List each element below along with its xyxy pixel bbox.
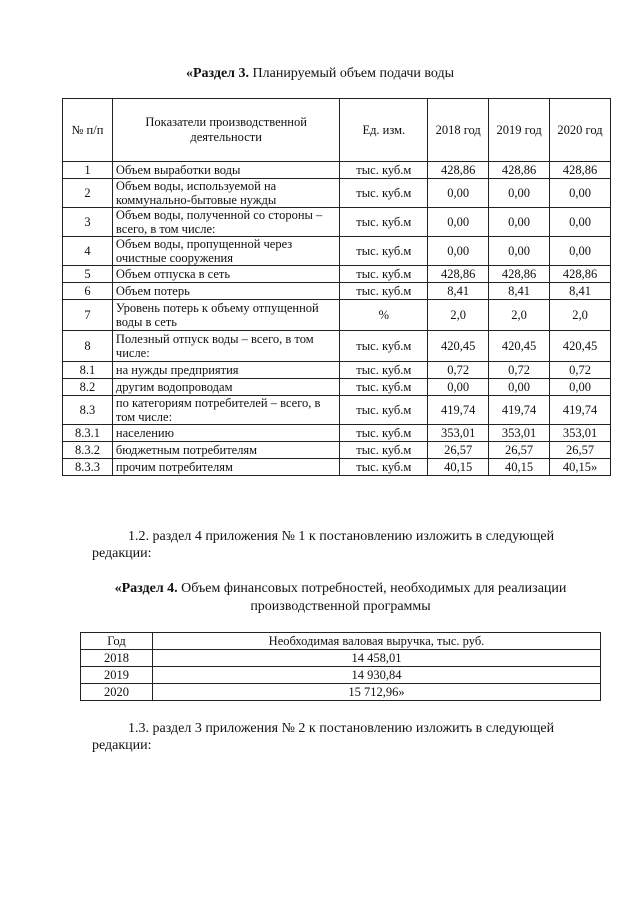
row-num: 8.3	[63, 396, 113, 425]
row-unit: тыс. куб.м	[340, 331, 428, 362]
table-row	[63, 300, 611, 331]
row-indicator: по категориям потребителей – всего, в том числе:	[112, 396, 340, 425]
row-value-2020: 0,00	[550, 379, 611, 396]
table-row	[63, 442, 611, 459]
section4-table	[80, 632, 601, 701]
table-row	[63, 362, 611, 379]
row-value-2018: 8,41	[428, 283, 489, 300]
row-num: 5	[63, 266, 113, 283]
section4-title	[80, 580, 601, 616]
row-num: 2	[63, 179, 113, 208]
row-value-2018: 40,15	[428, 459, 489, 476]
row-value-2020: 40,15»	[550, 459, 611, 476]
row-value-2019: 2,0	[489, 300, 550, 331]
row-value-2018: 26,57	[428, 442, 489, 459]
row-value-2018: 428,86	[428, 266, 489, 283]
row-value-2019: 419,74	[489, 396, 550, 425]
row-indicator: Объем отпуска в сеть	[112, 266, 340, 283]
row-indicator: Объем воды, полученной со стороны – всего, в том числе:	[112, 208, 340, 237]
row-indicator: бюджетным потребителям	[112, 442, 340, 459]
table-row	[63, 208, 611, 237]
row-num: 8	[63, 331, 113, 362]
row-value-2018: 0,00	[428, 237, 489, 266]
row-num: 7	[63, 300, 113, 331]
row-unit: %	[340, 300, 428, 331]
row-value-2018: 0,72	[428, 362, 489, 379]
table-row	[63, 162, 611, 179]
row-unit: тыс. куб.м	[340, 425, 428, 442]
row-value-2020: 428,86	[550, 162, 611, 179]
row-indicator: прочим потребителям	[112, 459, 340, 476]
row-num: 8.2	[63, 379, 113, 396]
row-value-2018: 0,00	[428, 179, 489, 208]
row-unit: тыс. куб.м	[340, 283, 428, 300]
row-indicator: другим водопроводам	[112, 379, 340, 396]
section3-title-text: Планируемый объем подачи воды	[249, 66, 455, 81]
row-num: 6	[63, 283, 113, 300]
table-row	[81, 650, 601, 667]
row-value-2019: 40,15	[489, 459, 550, 476]
row-unit: тыс. куб.м	[340, 379, 428, 396]
row-value-2019: 0,72	[489, 362, 550, 379]
row-num: 1	[63, 162, 113, 179]
row-num: 4	[63, 237, 113, 266]
row-value-2019: 420,45	[489, 331, 550, 362]
row-value-2020: 0,72	[550, 362, 611, 379]
row-indicator: Объем выработки воды	[112, 162, 340, 179]
row-unit: тыс. куб.м	[340, 442, 428, 459]
header-year: Год	[81, 633, 153, 650]
row-unit: тыс. куб.м	[340, 266, 428, 283]
table-row	[63, 396, 611, 425]
row-indicator: на нужды предприятия	[112, 362, 340, 379]
row-unit: тыс. куб.м	[340, 208, 428, 237]
table-row	[81, 684, 601, 701]
row-indicator: Объем потерь	[112, 283, 340, 300]
row-value-2019: 353,01	[489, 425, 550, 442]
header-2019: 2019 год	[489, 99, 550, 162]
section4-title-text: Объем финансовых потребностей, необходимых для реализации производственной программы	[177, 581, 567, 614]
table-row	[63, 179, 611, 208]
row-value-2018: 2,0	[428, 300, 489, 331]
row-value-2019: 0,00	[489, 179, 550, 208]
paragraph-1-3: 1.3. раздел 3 приложения № 2 к постановлению изложить в следующей редакции:	[92, 721, 555, 753]
row-value-2018: 428,86	[428, 162, 489, 179]
row-value-2018: 419,74	[428, 396, 489, 425]
row-indicator: Уровень потерь к объему отпущенной воды в сеть	[112, 300, 340, 331]
row-unit: тыс. куб.м	[340, 237, 428, 266]
row-year: 2020	[81, 684, 153, 701]
row-value-2020: 353,01	[550, 425, 611, 442]
table-row	[63, 459, 611, 476]
row-unit: тыс. куб.м	[340, 459, 428, 476]
row-year: 2018	[81, 650, 153, 667]
row-year: 2019	[81, 667, 153, 684]
row-indicator: Объем воды, используемой на коммунально-бытовые нужды	[112, 179, 340, 208]
row-revenue: 14 930,84	[153, 667, 601, 684]
table-row	[63, 331, 611, 362]
row-num: 8.1	[63, 362, 113, 379]
row-num: 8.3.3	[63, 459, 113, 476]
header-2018: 2018 год	[428, 99, 489, 162]
row-revenue: 14 458,01	[153, 650, 601, 667]
table-row	[63, 283, 611, 300]
row-value-2019: 26,57	[489, 442, 550, 459]
row-value-2020: 0,00	[550, 208, 611, 237]
row-value-2020: 26,57	[550, 442, 611, 459]
row-unit: тыс. куб.м	[340, 162, 428, 179]
row-value-2018: 420,45	[428, 331, 489, 362]
row-value-2019: 428,86	[489, 266, 550, 283]
row-value-2019: 428,86	[489, 162, 550, 179]
section3-title	[0, 66, 640, 82]
table-header-row	[81, 633, 601, 650]
paragraph-1-2: 1.2. раздел 4 приложения № 1 к постановлению изложить в следующей редакции:	[92, 529, 555, 561]
row-value-2020: 8,41	[550, 283, 611, 300]
row-value-2018: 0,00	[428, 379, 489, 396]
table-row	[63, 425, 611, 442]
row-revenue: 15 712,96»	[153, 684, 601, 701]
row-value-2019: 0,00	[489, 208, 550, 237]
section4-title-bold: «Раздел 4.	[114, 581, 178, 596]
row-value-2019: 8,41	[489, 283, 550, 300]
row-indicator: Полезный отпуск воды – всего, в том числе:	[112, 331, 340, 362]
row-value-2020: 0,00	[550, 179, 611, 208]
row-value-2020: 2,0	[550, 300, 611, 331]
header-revenue: Необходимая валовая выручка, тыс. руб.	[153, 633, 601, 650]
row-value-2018: 353,01	[428, 425, 489, 442]
table-row	[63, 237, 611, 266]
row-num: 8.3.2	[63, 442, 113, 459]
row-value-2020: 420,45	[550, 331, 611, 362]
row-value-2020: 419,74	[550, 396, 611, 425]
section3-title-bold: «Раздел 3.	[185, 66, 250, 81]
table-row	[63, 379, 611, 396]
row-num: 3	[63, 208, 113, 237]
header-num: № п/п	[63, 99, 113, 162]
table-row	[63, 266, 611, 283]
row-indicator: населению	[112, 425, 340, 442]
row-value-2020: 0,00	[550, 237, 611, 266]
row-indicator: Объем воды, пропущенной через очистные сооружения	[112, 237, 340, 266]
section3-table	[62, 98, 611, 476]
header-2020: 2020 год	[550, 99, 611, 162]
row-unit: тыс. куб.м	[340, 362, 428, 379]
header-indicator: Показатели производственной деятельности	[112, 99, 340, 162]
row-num: 8.3.1	[63, 425, 113, 442]
row-value-2019: 0,00	[489, 379, 550, 396]
table-header-row	[63, 99, 611, 162]
row-value-2020: 428,86	[550, 266, 611, 283]
row-unit: тыс. куб.м	[340, 396, 428, 425]
row-value-2019: 0,00	[489, 237, 550, 266]
table-row	[81, 667, 601, 684]
row-unit: тыс. куб.м	[340, 179, 428, 208]
header-unit: Ед. изм.	[340, 99, 428, 162]
row-value-2018: 0,00	[428, 208, 489, 237]
